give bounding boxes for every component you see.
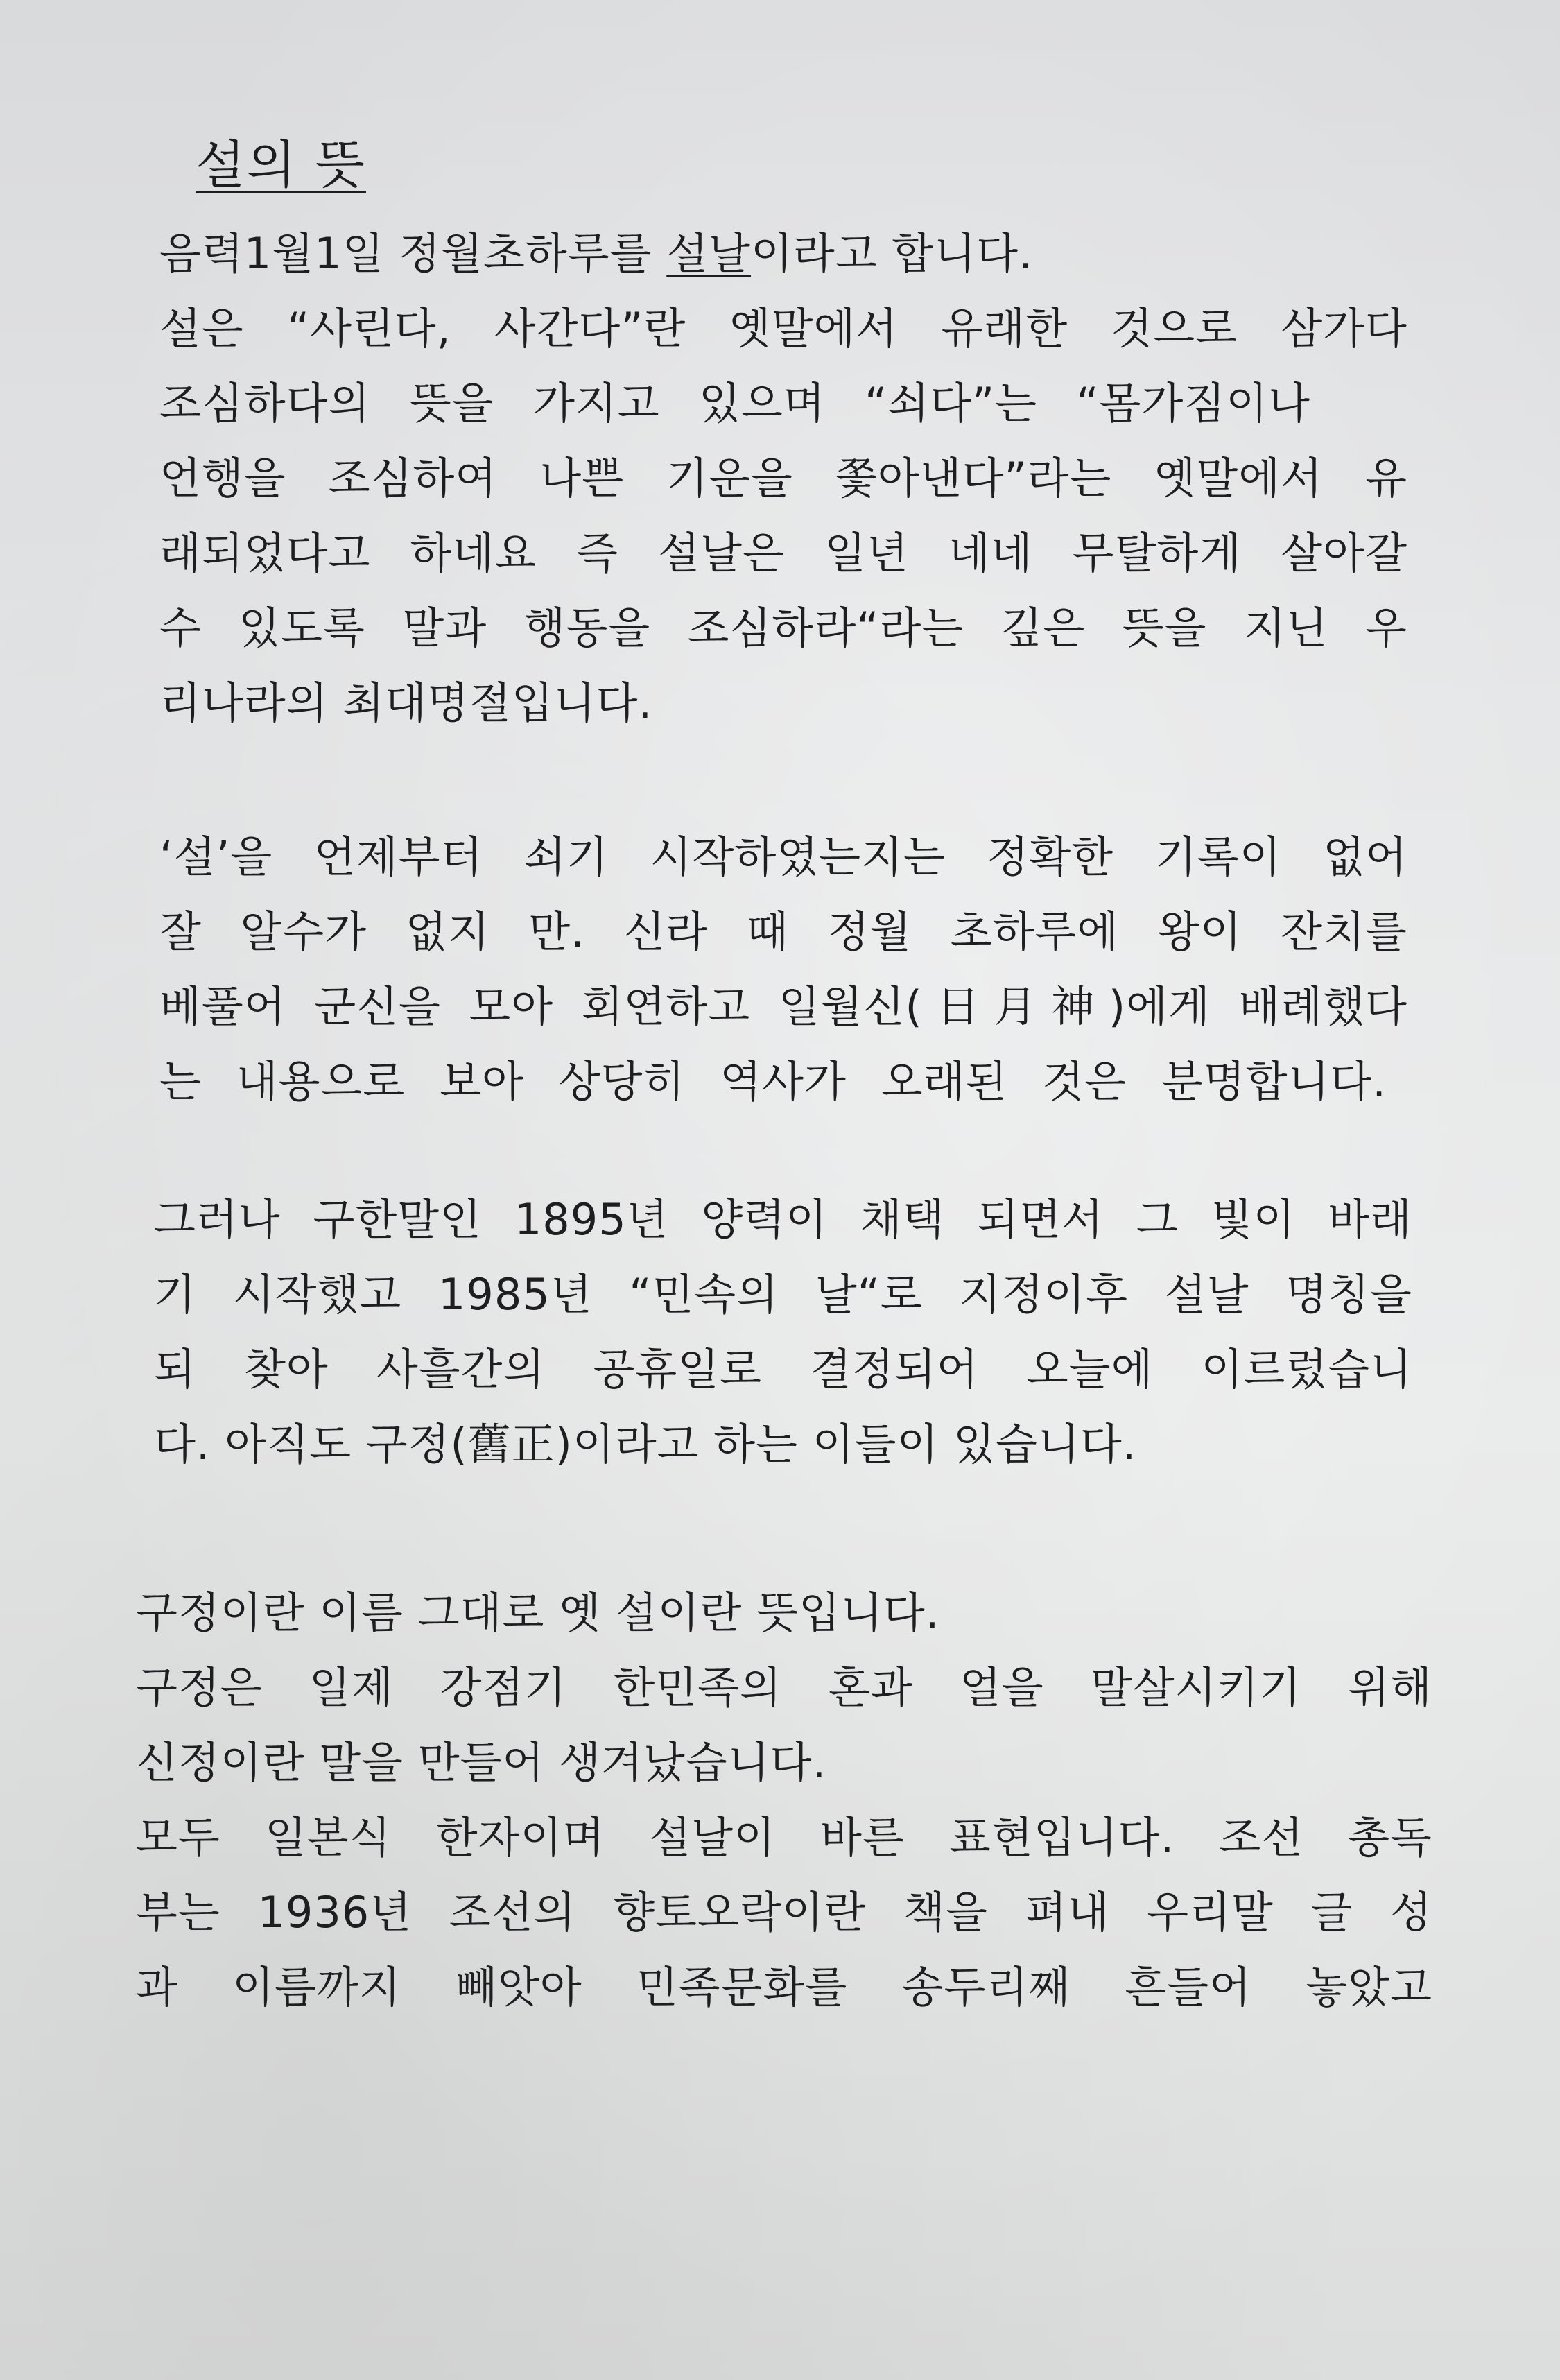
text-line: 되 찾아 사흘간의 공휴일로 결정되어 오늘에 이르렀습니	[154, 1344, 1412, 1395]
underlined-word: 설날	[666, 228, 752, 279]
text-line	[159, 216, 1407, 291]
text-line: 구정은 일제 강점기 한민족의 혼과 얼을 말살시키기 위해	[136, 1662, 1432, 1713]
paragraph-modern	[154, 1182, 1412, 1482]
text-line: 베풀어 군신을 모아 회연하고 일월신(日月神)에게 배례했다	[159, 981, 1407, 1032]
text-line: 는 내용으로 보아 상당히 역사가 오래된 것은 분명합니다.	[159, 1056, 1387, 1107]
text-line: 다. 아직도 구정(舊正)이라고 하는 이들이 있습니다.	[154, 1419, 1137, 1469]
document-title: 설의 뜻	[196, 135, 366, 195]
text-fragment: 음력1월1일 정월초하루를	[159, 228, 667, 279]
text-line: 구정이란 이름 그대로 옛 설이란 뜻입니다.	[136, 1587, 940, 1638]
paragraph-gujeong	[136, 1576, 1432, 2025]
text-fragment: 이라고 합니다.	[751, 228, 1033, 279]
text-line: 그러나 구한말인 1895년 양력이 채택 되면서 그 빛이 바래	[154, 1194, 1412, 1245]
text-line: 잘 알수가 없지 만. 신라 때 정월 초하루에 왕이 잔치를	[159, 906, 1407, 957]
text-line: 모두 일본식 한자이며 설날이 바른 표현입니다. 조선 총독	[136, 1812, 1432, 1863]
text-line: 조심하다의 뜻을 가지고 있으며 “쇠다”는 “몸가짐이나	[159, 378, 1310, 429]
text-line: 부는 1936년 조선의 향토오락이란 책을 펴내 우리말 글 성	[136, 1887, 1432, 1938]
text-line: 리나라의 최대명절입니다.	[159, 678, 653, 728]
paragraph-meaning	[159, 216, 1407, 741]
text-line: 신정이란 말을 만들어 생겨났습니다.	[136, 1737, 827, 1788]
paragraph-history	[159, 820, 1407, 1119]
text-line: 과 이름까지 빼앗아 민족문화를 송두리째 흔들어 놓았고	[136, 1962, 1432, 2012]
text-line: ‘설’을 언제부터 쇠기 시작하였는지는 정확한 기록이 없어	[159, 831, 1407, 882]
text-line: 수 있도록 말과 행동을 조심하라“라는 깊은 뜻을 지닌 우	[159, 603, 1407, 653]
text-line: 설은 “사린다, 사간다”란 옛말에서 유래한 것으로 삼가다	[159, 303, 1407, 354]
text-line: 기 시작했고 1985년 “민속의 날“로 지정이후 설날 명칭을	[154, 1269, 1412, 1320]
text-line: 래되었다고 하네요 즉 설날은 일년 네네 무탈하게 살아갈	[159, 528, 1407, 578]
text-line: 언행을 조심하여 나쁜 기운을 쫓아낸다”라는 옛말에서 유	[159, 453, 1407, 503]
